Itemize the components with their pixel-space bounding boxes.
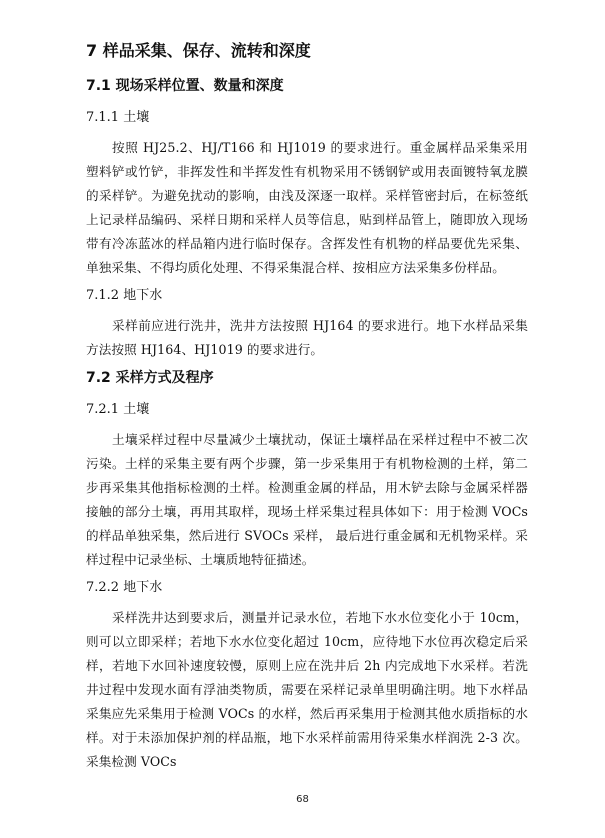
- section-heading-7-1: 7.1 现场采样位置、数量和深度: [86, 78, 284, 94]
- chapter-heading: 7 样品采集、保存、流转和深度: [86, 41, 311, 60]
- subsection-heading-7-2-1: 7.2.1 土壤: [86, 402, 150, 417]
- page-number: 68: [296, 794, 309, 805]
- subsection-heading-7-2-2: 7.2.2 地下水: [86, 580, 163, 595]
- paragraph-7-2-1: 土壤采样过程中尽量减少土壤扰动，保证土壤样品在采样过程中不被二次污染。土样的采集主要有两个步骤，第一步采集用于有机物检测的土样，第二步再采集其他指标检测的土样。检测重金属的样品，用木铲去除与金属采样器接触的部分土壤，再用其取样，现场土样采集过程具体如下：用于检测 VOCs 的样品单独采集，然后进行 SVOCs 采样， 最后进行重金属和无机物采样。采样过程中记录坐标、土壤质地特征描述。: [86, 432, 528, 567]
- subsection-heading-7-1-1: 7.1.1 土壤: [86, 110, 150, 125]
- paragraph-7-2-2: 采样洗井达到要求后，测量并记录水位，若地下水水位变化小于 10cm，则可以立即采样；若地下水水位变化超过 10cm，应待地下水位再次稳定后采样，若地下水回补速度较慢，原则上应在洗井后 2h 内完成地下水采样。若洗井过程中发现水面有浮油类物质，需要在采样记录单里明确注明。地下水样品采集应先采集用于检测 VOCs 的水样，然后再采集用于检测其他水质指标的水样。对于未添加保护剂的样品瓶，地下水采样前需用待采集水样润洗 2-3 次。采集检测 VOCs: [86, 610, 528, 769]
- page-content: [86, 40, 528, 780]
- section-heading-7-2: 7.2 采样方式及程序: [86, 370, 214, 386]
- paragraph-7-1-1: 按照 HJ25.2、HJ/T166 和 HJ1019 的要求进行。重金属样品采集采用塑料铲或竹铲，非挥发性和半挥发性有机物采用不锈钢铲或用表面镀特氧龙膜的采样铲。为避免扰动的影响，由浅及深逐一取样。采样管密封后，在标签纸上记录样品编码、采样日期和采样人员等信息，贴到样品管上，随即放入现场带有冷冻蓝冰的样品箱内进行临时保存。含挥发性有机物的样品要优先采集、单独采集、不得均质化处理、不得采集混合样、按相应方法采集多份样品。: [86, 140, 528, 275]
- subsection-heading-7-1-2: 7.1.2 地下水: [86, 288, 163, 303]
- paragraph-7-1-2: 采样前应进行洗井，洗井方法按照 HJ164 的要求进行。地下水样品采集方法按照 HJ164、HJ1019 的要求进行。: [86, 318, 528, 357]
